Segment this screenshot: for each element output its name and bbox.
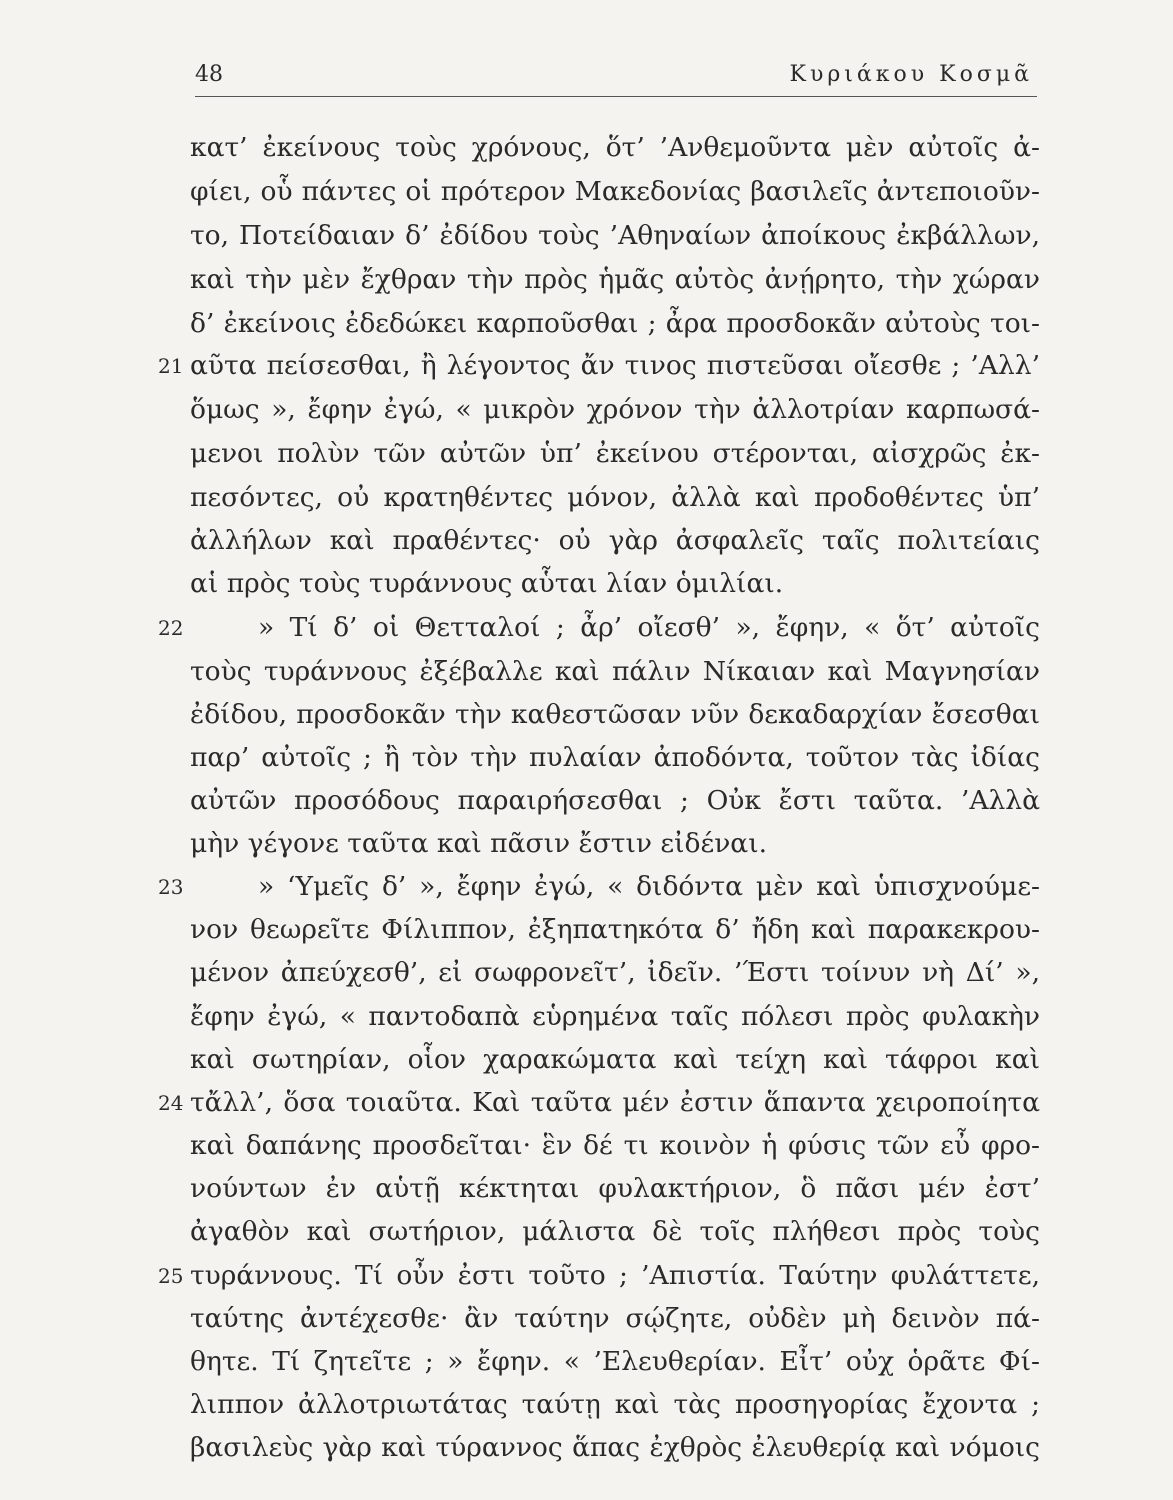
text-line: τἄλλ’, ὅσα τοιαῦτα. Καὶ ταῦτα μέν ἐστιν ἅπαντα χειροποίητα <box>190 1087 1040 1118</box>
text-line: » Τί δ’ οἱ Θετταλοί ; ἆρ’ οἴεσθ’ », ἔφην, « ὅτ’ αὐτοῖς <box>258 612 1040 643</box>
section-number: 23 <box>158 875 184 899</box>
text-line: θητε. Τί ζητεῖτε ; » ἔφην. « ’Ελευθερίαν. Εἶτ’ οὐχ ὁρᾶτε Φί- <box>190 1346 1040 1377</box>
section-number: 25 <box>158 1264 184 1288</box>
text-line: αὐτῶν προσόδους παραιρήσεσθαι ; Οὐκ ἔστι ταῦτα. ’Αλλὰ <box>190 785 1040 816</box>
text-line: νον θεωρεῖτε Φίλιππον, ἐξηπατηκότα δ’ ἤδη καὶ παρακεκρου- <box>190 914 1040 945</box>
text-line: ὅμως », ἔφην ἐγώ, « μικρὸν χρόνον τὴν ἀλλοτρίαν καρπωσά- <box>190 394 1040 425</box>
running-head: Κυριάκου Κοσμᾶ <box>789 62 1033 87</box>
page-number: 48 <box>195 62 223 87</box>
text-line: αἱ πρὸς τοὺς τυράννους αὗται λίαν ὁμιλίαι. <box>190 568 784 599</box>
text-line: τυράννους. Τί οὖν ἐστι τοῦτο ; ’Απιστία. Ταύτην φυλάττετε, <box>190 1260 1040 1291</box>
section-number: 21 <box>158 354 184 378</box>
text-line: κατ’ ἐκείνους τοὺς χρόνους, ὅτ’ ’Ανθεμοῦντα μὲν αὐτοῖς ἀ- <box>190 132 1040 163</box>
text-line: δ’ ἐκείνοις ἐδεδώκει καρποῦσθαι ; ἆρα προσδοκᾶν αὐτοὺς τοι- <box>190 308 1040 339</box>
text-line: παρ’ αὐτοῖς ; ἢ τὸν τὴν πυλαίαν ἀποδόντα, τοῦτον τὰς ἰδίας <box>190 742 1040 773</box>
text-line: ἐδίδου, προσδοκᾶν τὴν καθεστῶσαν νῦν δεκαδαρχίαν ἔσεσθαι <box>190 699 1040 730</box>
text-line: ἀγαθὸν καὶ σωτήριον, μάλιστα δὲ τοῖς πλήθεσι πρὸς τοὺς <box>190 1216 1040 1247</box>
text-line: το, Ποτείδαιαν δ’ ἐδίδου τοὺς ’Αθηναίων ἀποίκους ἐκβάλλων, <box>190 220 1040 251</box>
text-line: τοὺς τυράννους ἐξέβαλλε καὶ πάλιν Νίκαιαν καὶ Μαγνησίαν <box>190 656 1040 687</box>
text-line: μενοι πολὺν τῶν αὐτῶν ὑπ’ ἐκείνου στέρονται, αἰσχρῶς ἐκ- <box>190 438 1040 469</box>
text-line: νούντων ἐν αὑτῇ κέκτηται φυλακτήριον, ὃ πᾶσι μέν ἐστ’ <box>190 1173 1040 1204</box>
text-line: αῦτα πείσεσθαι, ἢ λέγοντος ἄν τινος πιστεῦσαι οἴεσθε ; ’Αλλ’ <box>190 350 1040 381</box>
text-line: καὶ τὴν μὲν ἔχθραν τὴν πρὸς ἡμᾶς αὐτὸς ἀνῄρητο, τὴν χώραν <box>190 264 1040 295</box>
section-number: 24 <box>158 1091 184 1115</box>
text-line: καὶ δαπάνης προσδεῖται· ἓν δέ τι κοινὸν ἡ φύσις τῶν εὖ φρο- <box>190 1130 1040 1161</box>
text-line: μένον ἀπεύχεσθ’, εἰ σωφρονεῖτ’, ἰδεῖν. ’Έστι τοίνυν νὴ Δί’ », <box>190 957 1040 988</box>
text-line: πεσόντες, οὐ κρατηθέντες μόνον, ἀλλὰ καὶ προδοθέντες ὑπ’ <box>190 482 1040 513</box>
text-line: ἀλλήλων καὶ πραθέντες· οὐ γὰρ ἀσφαλεῖς ταῖς πολιτείαις <box>190 525 1040 556</box>
section-number: 22 <box>158 616 184 640</box>
text-line: » ‘Υμεῖς δ’ », ἔφην ἐγώ, « διδόντα μὲν καὶ ὑπισχνούμε- <box>258 871 1040 902</box>
text-line: φίει, οὗ πάντες οἱ πρότερον Μακεδονίας βασιλεῖς ἀντεποιοῦν- <box>190 176 1040 207</box>
page-header <box>195 58 1037 97</box>
text-line: ἔφην ἐγώ, « παντοδαπὰ εὑρημένα ταῖς πόλεσι πρὸς φυλακὴν <box>190 1001 1040 1032</box>
text-line: ταύτης ἀντέχεσθε· ἂν ταύτην σῴζητε, οὐδὲν μὴ δεινὸν πά- <box>190 1303 1040 1334</box>
text-line: λιππον ἀλλοτριωτάτας ταύτῃ καὶ τὰς προσηγορίας ἔχοντα ; <box>190 1389 1040 1420</box>
text-line: βασιλεὺς γὰρ καὶ τύραννος ἅπας ἐχθρὸς ἐλευθερίᾳ καὶ νόμοις <box>190 1432 1040 1463</box>
text-line: μὴν γέγονε ταῦτα καὶ πᾶσιν ἔστιν εἰδέναι. <box>190 828 768 859</box>
text-line: καὶ σωτηρίαν, οἷον χαρακώματα καὶ τείχη καὶ τάφροι καὶ <box>190 1044 1040 1075</box>
